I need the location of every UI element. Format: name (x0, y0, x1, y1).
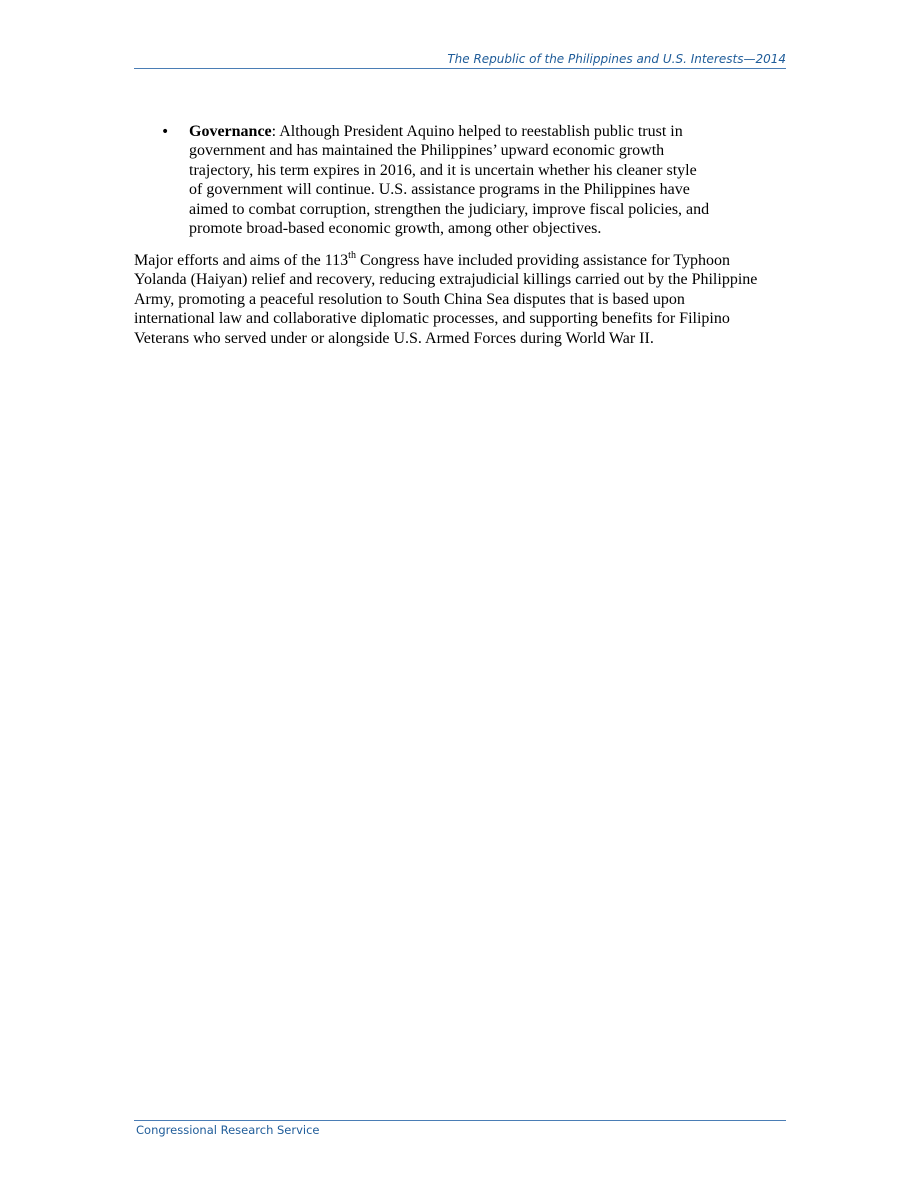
bullet-marker: • (161, 124, 170, 140)
running-header: The Republic of the Philippines and U.S. Interests—2014 (447, 52, 786, 66)
paragraph-line-2: Yolanda (Haiyan) relief and recovery, reducing extrajudicial killings carried out by the Philippine (134, 271, 758, 289)
bullet-line-4: of government will continue. U.S. assistance programs in the Philippines have (189, 181, 690, 199)
footer-rule (134, 1120, 786, 1121)
bullet-line-1-text: : Although President Aquino helped to reestablish public trust in (271, 123, 683, 140)
paragraph-line-1-start: Major efforts and aims of the 113 (134, 252, 349, 269)
bullet-content (189, 122, 734, 238)
paragraph-line-3: Army, promoting a peaceful resolution to South China Sea disputes that is based upon (134, 290, 685, 308)
footer-org: Congressional Research Service (136, 1123, 320, 1137)
paragraph-line-1 (134, 251, 786, 270)
bullet-line-2: government and has maintained the Philippines’ upward economic growth (189, 142, 665, 160)
header-rule (134, 68, 786, 69)
paragraph-line-5: Veterans who served under or alongside U.S. Armed Forces during World War II. (134, 329, 654, 347)
bullet-line-6: promote broad-based economic growth, among other objectives. (189, 220, 602, 238)
bullet-line-3: trajectory, his term expires in 2016, and it is uncertain whether his cleaner style (189, 161, 697, 179)
bullet-line-5: aimed to combat corruption, strengthen the judiciary, improve fiscal policies, and (189, 200, 710, 218)
paragraph-line-1-end: Congress have included providing assistance for Typhoon (355, 252, 731, 269)
bullet-term: Governance (189, 123, 272, 140)
bullet-line-1 (189, 122, 734, 141)
ordinal-superscript: th (348, 249, 356, 261)
paragraph-line-4: international law and collaborative diplomatic processes, and supporting benefits for Filipino (134, 310, 730, 328)
congress-paragraph (134, 251, 786, 348)
